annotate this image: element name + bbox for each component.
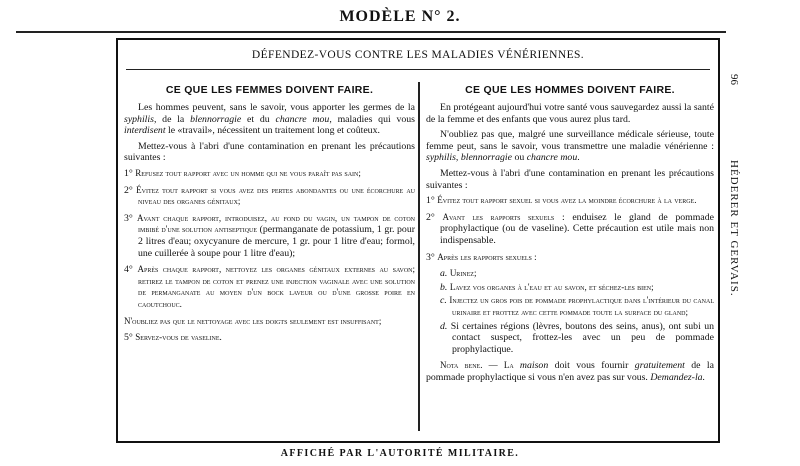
page-number: 96: [728, 74, 740, 85]
men-subitem-d: d. Si certaines régions (lèvres, boutons des seins, anus), ont subi un contact suspect, frottez-les avec un peu de pommade prophylactique.: [440, 320, 714, 355]
women-column: [124, 74, 415, 435]
men-precautions-intro: Mettez-vous à l'abri d'une contamination en prenant les précautions suivantes :: [426, 167, 714, 191]
women-heading: CE QUE LES FEMMES DOIVENT FAIRE.: [165, 84, 374, 96]
men-heading: CE QUE LES HOMMES DOIVENT FAIRE.: [465, 84, 675, 96]
men-item-2: 2° Avant les rapports sexuels : enduisez le gland de pommade prophylactique (ou de vaseline). Cette précaution est utile mais non indispensable.: [426, 211, 714, 246]
women-precautions-intro: Mettez-vous à l'abri d'une contamination en prenant les précautions suivantes :: [124, 140, 415, 164]
women-item-warning: N'oubliez pas que le nettoyage avec les doigts seulement est insuffisant;: [124, 315, 382, 326]
women-item-4: 4° Après chaque rapport, nettoyez les organes génitaux externes au savon; retirez le tampon de coton et prenez une injection vaginale avec une solution de permanganate au moyen d'un bock laveur ou d'une grosse poire en caoutchouc.: [124, 264, 416, 309]
women-item-5: 5° Servez-vous de vaseline.: [124, 332, 222, 344]
men-nota-bene: Nota bene. — La maison doit vous fournir gratuitement de la pommade prophylactique si vous n'en avez pas sur vous. Demandez-la.: [426, 360, 714, 383]
women-item-3: 3° Avant chaque rapport, introduisez, au fond du vagin, un tampon de coton imbibé d'une solution antiseptique (permanganate de potassium, 1 gr. pour 2 litres d'eau; oxycyanure de mercure, 1 gr. pour 1 litre d'eau; formol, une cuillerée à soupe pour 1 litre d'eau);: [124, 212, 415, 259]
men-subitem-b: b. Lavez vos organes à l'eau et au savon, et séchez-les bien;: [440, 281, 654, 293]
men-subitem-a: a. Urinez;: [440, 268, 477, 280]
title-rule: [16, 31, 726, 33]
women-item-2: 2° Évitez tout rapport si vous avez des pertes abondantes ou une écorchure au niveau des organes génitaux;: [124, 184, 415, 207]
men-warning: N'oubliez pas que, malgré une surveillance médicale sérieuse, toute femme peut, sans le savoir, vous transmettre une maladie vénérienne : syphilis, blennorragie ou chancre mou.: [426, 129, 714, 164]
men-intro: En protégeant aujourd'hui votre santé vous sauvegardez aussi la santé de la femme et des enfants que vous aurez plus tard.: [426, 102, 714, 125]
column-divider: [418, 82, 420, 431]
footer-caption: AFFICHÉ PAR L'AUTORITÉ MILITAIRE.: [280, 448, 520, 459]
women-item-1: 1° Refusez tout rapport avec un homme qui ne vous paraît pas sain;: [124, 167, 361, 179]
men-subitem-c: c. Injectez un gros pois de pommade prophylactique dans l'intérieur du canal urinaire et frottez avec cette pommade toute la surface du gland;: [440, 295, 714, 317]
notice-frame: [116, 38, 720, 443]
page-title: MODÈLE N° 2.: [339, 8, 461, 25]
women-intro: Les hommes peuvent, sans le savoir, vous apporter les germes de la syphilis, de la blennorragie et du chancre mou, maladies qui vous interdisent le «travail», nécessitent un traitement long et coûteux.: [124, 102, 415, 137]
men-item-3: 3° Après les rapports sexuels :: [426, 251, 537, 263]
notice-banner: DÉFENDEZ-VOUS CONTRE LES MALADIES VÉNÉRIENNES.: [251, 49, 585, 61]
men-item-1: 1° Évitez tout rapport sexuel si vous avez la moindre écorchure à la verge.: [426, 195, 697, 207]
running-head: HÉDERER ET GERVAIS.: [728, 160, 740, 297]
men-column: [426, 74, 714, 435]
banner-rule: [126, 69, 710, 70]
